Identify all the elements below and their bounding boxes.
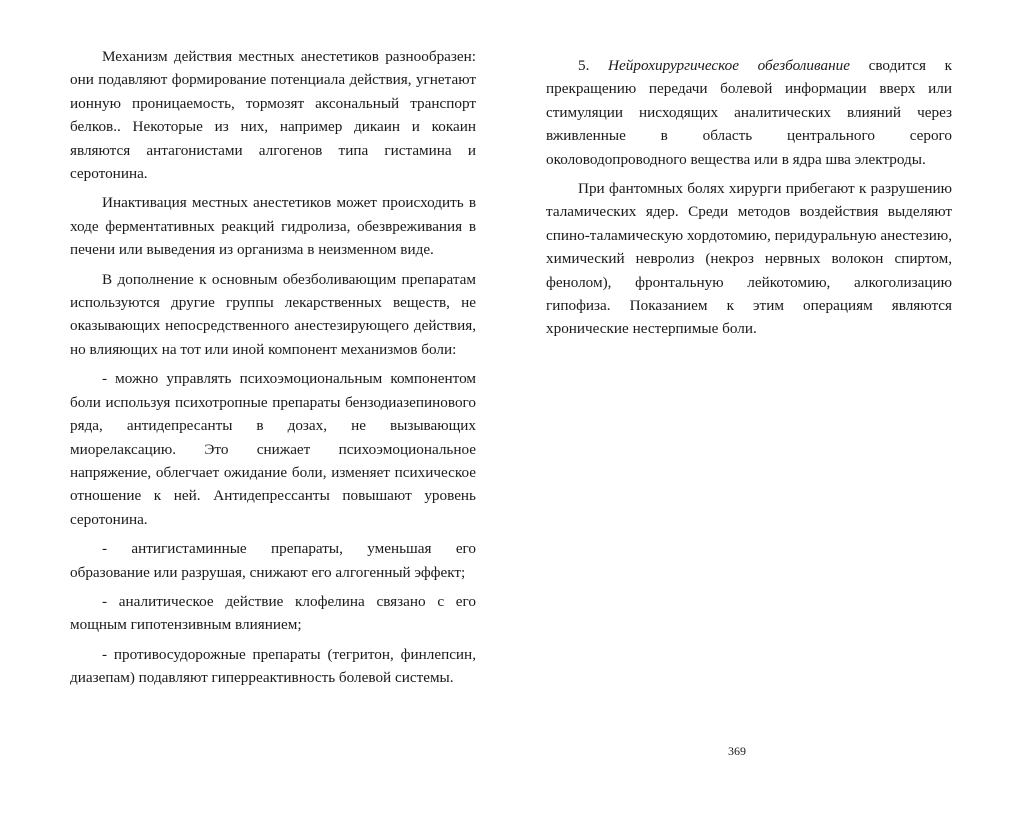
paragraph-phantom-pain: При фантомных болях хирурги прибегают к разрушению таламических ядер. Среди методов воздействия выделяют спино-таламическую хордотомию, перидуральную анестезию, химический невролиз (некроз нервных волокон спиртом, фенолом), фронтальную лейкотомию, алкоголизацию гипофиза. Показанием к этим операциям являются хронические нестерпимые боли. (546, 180, 952, 338)
page-number: 369 (728, 744, 746, 758)
paragraph-additional-drugs: В дополнение к основным обезболивающим препаратам используются другие группы лекарственных веществ, не оказывающих непосредственного анестезирующего действия, но влияющих на тот или иной компонент механизмов боли: (70, 270, 476, 358)
paragraph-inactivation: Инактивация местных анестетиков может происходить в ходе ферментативных реакций гидролиза, обезвреживания в печени или выведения из организма в неизменном виде. (70, 194, 476, 259)
list-item-clonidine: - аналитическое действие клофелина связано с его мощным гипотензивным влиянием; (70, 592, 476, 634)
list-item-antihistamine: - антигистаминные препараты, уменьшая его образование или разрушая, снижают его алгогенный эффект; (70, 540, 476, 581)
item-number: 5. (578, 57, 590, 74)
list-item-anticonvulsant: - противосудорожные препараты (тегритон, финлепсин, диазепам) подавляют гиперреактивность болевой системы. (70, 645, 476, 687)
item-term: Нейрохирургическое обезболивание (608, 57, 850, 74)
paragraph-mechanism: Механизм действия местных анестетиков разнообразен: они подавляют формирование потенциала действия, угнетают ионную проницаемость, тормозят аксональный транспорт белков.. Некоторые из них, например дикаин и кокаин являются антагонистами алгогенов типа гистамина и серотонина. (70, 48, 476, 183)
list-item-psychotropic: - можно управлять психоэмоциональным компонентом боли используя психотропные препараты бензодиазепинового ряда, антидепресанты в дозах, не вызывающих миорелаксацию. Это снижает психоэмоциональное напряжение, облегчает ожидание боли, изменяет психическое отношение к ней. Антидепрессанты повышают уровень серотонина. (70, 370, 476, 528)
left-page (70, 45, 476, 696)
item-rest: сводится к прекращению передачи болевой информации вверх или стимуляции нисходящих аналитических влияний через вживленные в область центрального серого околоводопроводного вещества или в ядра шва электроды. (546, 57, 953, 168)
paragraph-neurosurgical (546, 54, 952, 171)
right-page (546, 54, 952, 347)
